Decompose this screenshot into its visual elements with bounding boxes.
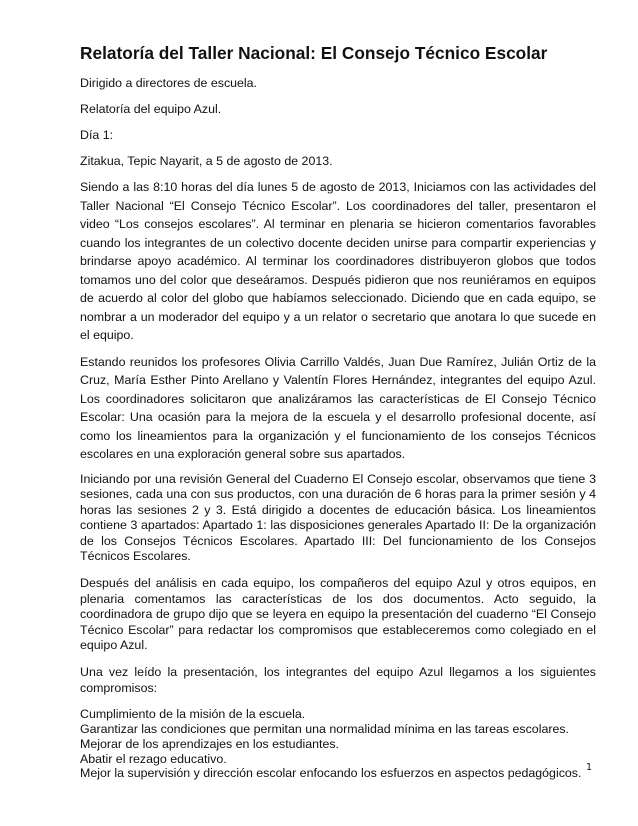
audience-line: Dirigido a directores de escuela.	[80, 76, 258, 90]
paragraph-plenary: Después del análisis en cada equipo, los compañeros del equipo Azul y otros equipos, en plenaria comentamos las características de los dos documentos. Acto seguido, la coordinadora de grupo dijo que se leyera en equipo la presentación del cuaderno “El Consejo Técnico Escolar” para redactar los compromisos que estableceremos como colegiado en el equipo Azul.	[80, 576, 596, 653]
paragraph-commitments-intro: Una vez leído la presentación, los integrantes del equipo Azul llegamos a los siguientes compromisos:	[80, 665, 596, 695]
document-body	[80, 42, 596, 781]
place-date-line: Zitakua, Tepic Nayarit, a 5 de agosto de 2013.	[80, 154, 333, 168]
commitments-list	[80, 707, 596, 781]
paragraph-team-analysis: Estando reunidos los profesores Olivia Carrillo Valdés, Juan Due Ramírez, Julián Ortiz de la Cruz, María Esther Pinto Arellano y Valentín Flores Hernández, integrantes del equipo Azul. Los coordinadores solicitaron que analizáramos las características de El Consejo Técnico Escolar: Una ocasión para la mejora de la escuela y el desarrollo profesional docente, así como los lineamientos para la organización y el funcionamiento de los consejos Técnicos escolares en una exploración general sobre sus apartados.	[80, 354, 596, 461]
page-number: 1	[585, 762, 592, 773]
list-item: Mejor la supervisión y dirección escolar enfocando los esfuerzos en aspectos pedagógicos.	[80, 766, 582, 781]
list-item: Abatir el rezago educativo.	[80, 751, 227, 766]
document-title: Relatoría del Taller Nacional: El Consejo Técnico Escolar	[80, 43, 548, 63]
list-item: Cumplimiento de la misión de la escuela.	[80, 707, 306, 722]
paragraph-review: Iniciando por una revisión General del Cuaderno El Consejo escolar, observamos que tiene 3 sesiones, cada una con sus productos, con una duración de 6 horas para la primer sesión y 4 horas las sesiones 2 y 3. Está dirigido a docentes de educación básica. Los lineamientos contiene 3 apartados: Apartado 1: las disposiciones generales Apartado II: De la organización de los Consejos Técnicos Escolares. Apartado III: Del funcionamiento de los Consejos Técnicos Escolares.	[80, 471, 596, 564]
day-line: Día 1:	[80, 128, 114, 142]
list-item: Mejorar de los aprendizajes en los estudiantes.	[80, 736, 339, 751]
list-item: Garantizar las condiciones que permitan una normalidad mínima en las tareas escolares.	[80, 722, 569, 737]
team-line: Relatoría del equipo Azul.	[80, 102, 222, 116]
paragraph-opening: Siendo a las 8:10 horas del día lunes 5 de agosto de 2013, Iniciamos con las actividades del Taller Nacional “El Consejo Técnico Escolar”. Los coordinadores del taller, presentaron el video “Los consejos escolares”. Al terminar en plenaria se hicieron comentarios favorables cuando los integrantes de un colectivo docente deciden unirse para compartir experiencias y brindarse apoyo académico. Al terminar los coordinadores distribuyeron globos que todos tomamos uno del color que deseáramos. Después pidieron que nos reuniéramos en equipos de acuerdo al color del globo que habíamos seleccionado. Diciendo que en cada equipo, se nombrar a un moderador del equipo y a un relator o secretario que anotara lo que sucede en el equipo.	[80, 180, 596, 342]
